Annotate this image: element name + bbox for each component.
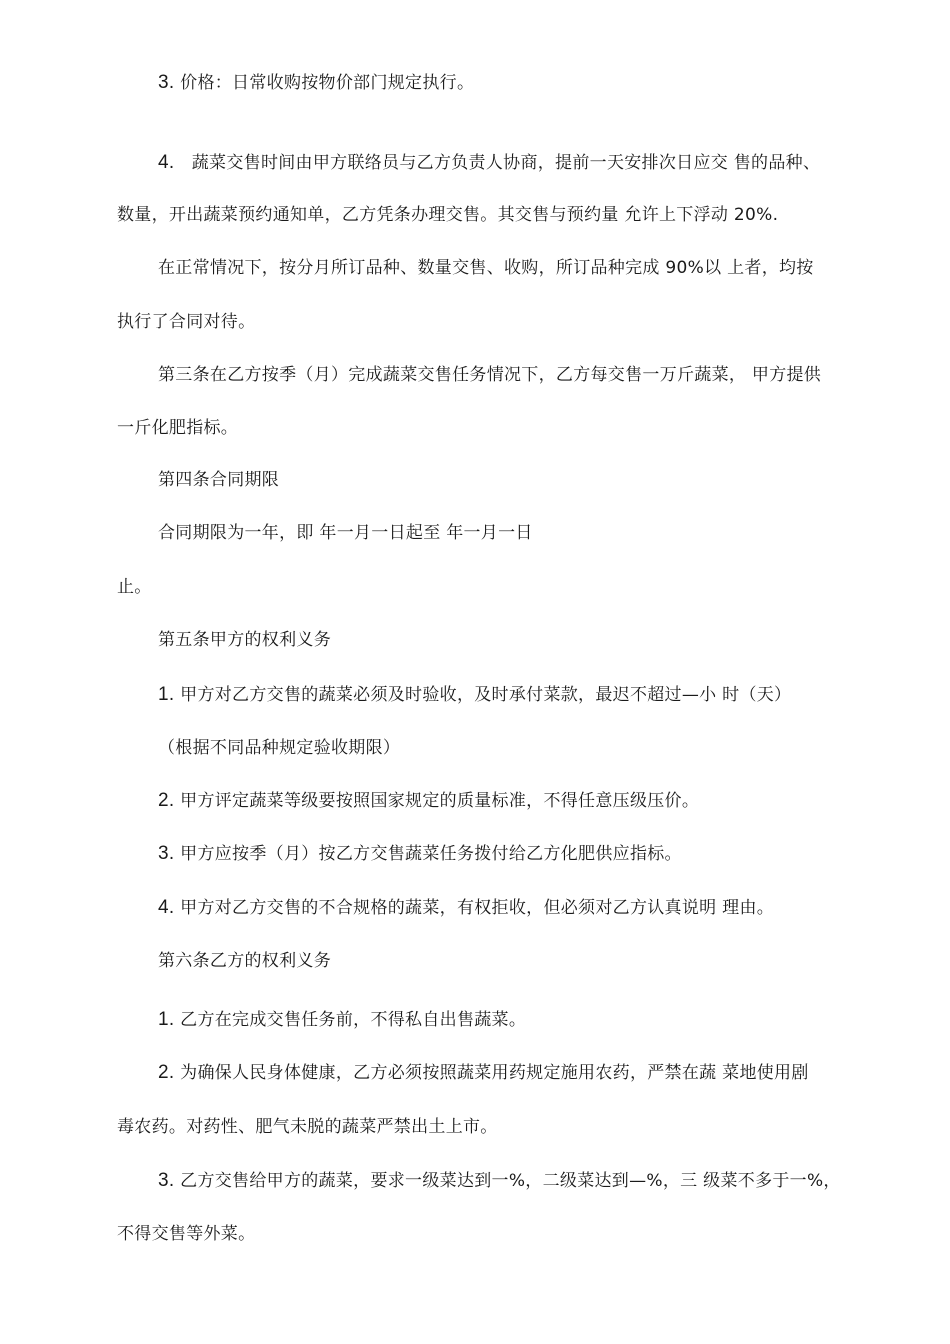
article-6-heading: 第六条乙方的权利义务 <box>158 951 331 971</box>
clause-4-delivery-time: 4. 蔬菜交售时间由甲方联络员与乙方负责人协商，提前一天安排次日应交 售的品种、 <box>158 152 821 173</box>
article-5-item-4: 4. 甲方对乙方交售的不合规格的蔬菜，有权拒收，但必须对乙方认真说明 理由。 <box>158 897 775 918</box>
article-5-item-2: 2. 甲方评定蔬菜等级要按照国家规定的质量标准，不得任意压级压价。 <box>158 790 700 811</box>
article-6-item-1: 1. 乙方在完成交售任务前，不得私自出售蔬菜。 <box>158 1009 527 1030</box>
contract-term-end: 止。 <box>117 577 152 597</box>
article-5-item-1-note: （根据不同品种规定验收期限） <box>158 738 401 758</box>
article-5-item-1: 1. 甲方对乙方交售的蔬菜必须及时验收，及时承付菜款，最迟不超过—小 时（天） <box>158 684 792 705</box>
clause-4-continuation: 数量，开出蔬菜预约通知单，乙方凭条办理交售。其交售与预约量 允许上下浮动 20%. <box>117 205 779 225</box>
clause-3-price: 3. 价格：日常收购按物价部门规定执行。 <box>158 72 475 93</box>
article-6-item-3: 3. 乙方交售给甲方的蔬菜，要求一级菜达到一%，二级菜达到—%，三 级菜不多于一%， <box>158 1170 841 1191</box>
article-6-item-2: 2. 为确保人民身体健康，乙方必须按照蔬菜用药规定施用农药，严禁在蔬 菜地使用剧 <box>158 1062 809 1083</box>
article-6-item-2-continuation: 毒农药。对药性、肥气未脱的蔬菜严禁出土上市。 <box>117 1117 498 1137</box>
normal-condition-continuation: 执行了合同对待。 <box>117 312 256 332</box>
article-5-item-3: 3. 甲方应按季（月）按乙方交售蔬菜任务拨付给乙方化肥供应指标。 <box>158 843 682 864</box>
article-5-heading: 第五条甲方的权利义务 <box>158 630 331 650</box>
article-6-item-3-continuation: 不得交售等外菜。 <box>117 1224 256 1244</box>
article-4-heading: 第四条合同期限 <box>158 470 280 490</box>
article-3-continuation: 一斤化肥指标。 <box>117 418 239 438</box>
normal-condition-paragraph: 在正常情况下，按分月所订品种、数量交售、收购，所订品种完成 90%以 上者，均按 <box>158 258 814 278</box>
article-3-paragraph: 第三条在乙方按季（月）完成蔬菜交售任务情况下，乙方每交售一万斤蔬菜， 甲方提供 <box>158 365 822 385</box>
contract-term-line: 合同期限为一年，即 年一月一日起至 年一月一日 <box>158 523 533 543</box>
